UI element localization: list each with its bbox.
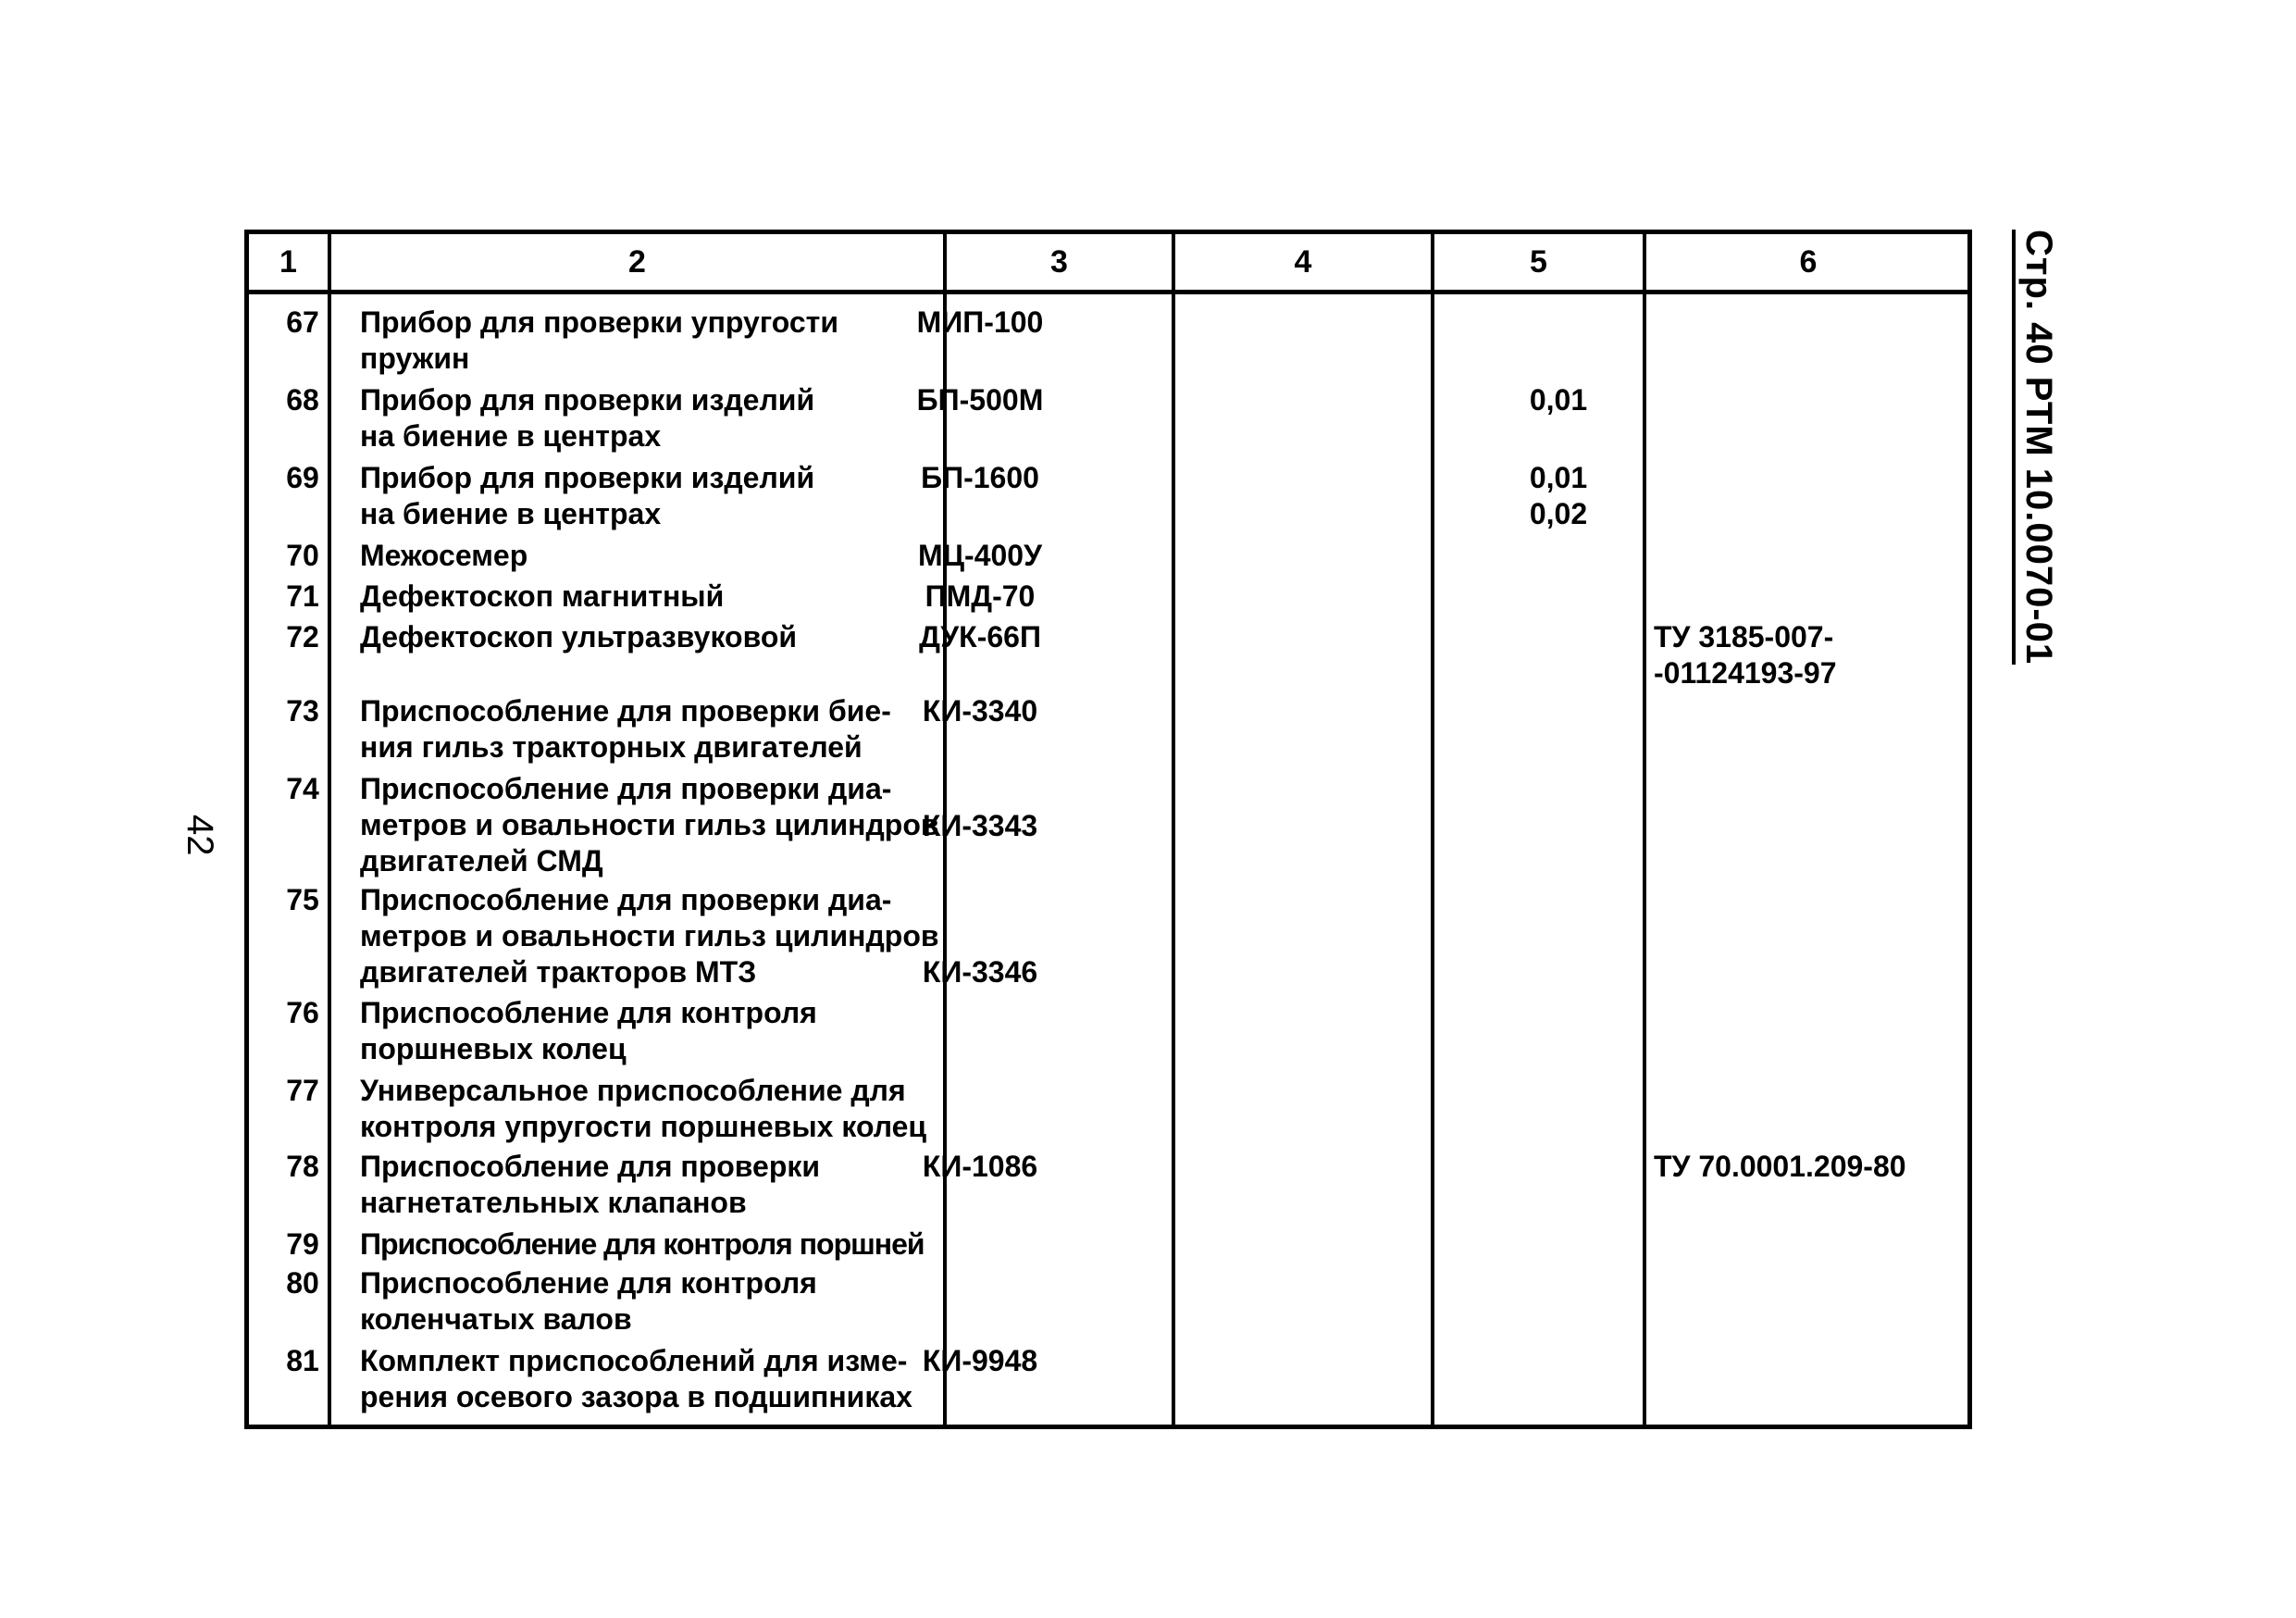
row-number: 67 — [286, 305, 319, 339]
row-number: 72 — [286, 620, 319, 653]
row-description: Прибор для проверки упругости пружин — [360, 305, 838, 375]
row-number: 70 — [286, 539, 319, 572]
row-description: Межосемер — [360, 539, 528, 572]
row-description: Приспособление для проверки нагнетательных клапанов — [360, 1150, 821, 1219]
row-model: ПМД-70 — [925, 579, 1036, 613]
row-description: Универсальное приспособление для контроля упругости поршневых колец — [360, 1074, 927, 1143]
row-model: КИ-3343 — [922, 809, 1038, 842]
row-description: Приспособление для контроля коленчатых валов — [360, 1266, 817, 1336]
row-model: ДУК-66П — [919, 620, 1041, 653]
row-model: МИП-100 — [916, 305, 1044, 339]
document-side-title — [2004, 230, 2059, 711]
column-divider — [1172, 234, 1175, 1425]
column-header-5: 5 — [1530, 244, 1547, 280]
row-model: КИ-9948 — [922, 1344, 1038, 1377]
row-model: КИ-3346 — [922, 955, 1038, 989]
page-number — [176, 815, 222, 889]
row-model: КИ-3340 — [922, 694, 1038, 728]
row-model: БП-500М — [916, 383, 1044, 417]
column-header-6: 6 — [1799, 244, 1818, 280]
row-description: Прибор для проверки изделий на биение в центрах — [360, 383, 815, 453]
row-model: БП-1600 — [921, 461, 1039, 494]
equipment-table — [244, 230, 1972, 1429]
row-description: Дефектоскоп ультразвуковой — [360, 620, 798, 653]
row-number: 69 — [286, 461, 319, 494]
row-number: 79 — [286, 1227, 319, 1261]
row-number: 75 — [286, 883, 319, 916]
row-standard: ТУ 3185-007- -01124193-97 — [1654, 620, 1837, 690]
page-number-text: 42 — [180, 815, 220, 856]
row-description: Комплект приспособлений для изме- рения осевого зазора в подшипниках — [360, 1344, 912, 1413]
row-number: 74 — [286, 772, 319, 805]
column-header-4: 4 — [1294, 244, 1312, 280]
row-number: 73 — [286, 694, 319, 728]
row-number: 80 — [286, 1266, 319, 1300]
column-divider — [1431, 234, 1434, 1425]
row-number: 78 — [286, 1150, 319, 1183]
row-number: 71 — [286, 579, 319, 613]
header-divider — [249, 290, 1967, 294]
column-header-2: 2 — [628, 244, 646, 280]
row-description: Прибор для проверки изделий на биение в центрах — [360, 461, 815, 530]
row-description: Дефектоскоп магнитный — [360, 579, 725, 613]
row-description: Приспособление для контроля поршневых колец — [360, 996, 817, 1065]
row-number: 68 — [286, 383, 319, 417]
row-model: КИ-1086 — [922, 1150, 1038, 1183]
row-description: Приспособление для проверки бие- ния гильз тракторных двигателей — [360, 694, 891, 764]
row-number: 77 — [286, 1074, 319, 1107]
row-description: Приспособление для контроля поршней — [360, 1227, 925, 1261]
row-number: 76 — [286, 996, 319, 1029]
row-description: Приспособление для проверки диа- метров и овальности гильз цилиндров двигателей тракторов МТЗ — [360, 883, 939, 989]
row-precision: 0,01 — [1529, 383, 1588, 417]
row-description: Приспособление для проверки диа- метров и овальности гильз цилиндров двигателей СМД — [360, 772, 939, 877]
column-header-1: 1 — [279, 244, 297, 280]
row-number: 81 — [286, 1344, 319, 1377]
side-title-text: Стр. 40 РТМ 10.0070-01 — [2012, 230, 2059, 665]
row-precision: 0,01 0,02 — [1529, 461, 1588, 530]
row-model: МЦ-400У — [918, 539, 1042, 572]
column-header-3: 3 — [1050, 244, 1068, 280]
row-standard: ТУ 70.0001.209-80 — [1654, 1150, 1906, 1183]
